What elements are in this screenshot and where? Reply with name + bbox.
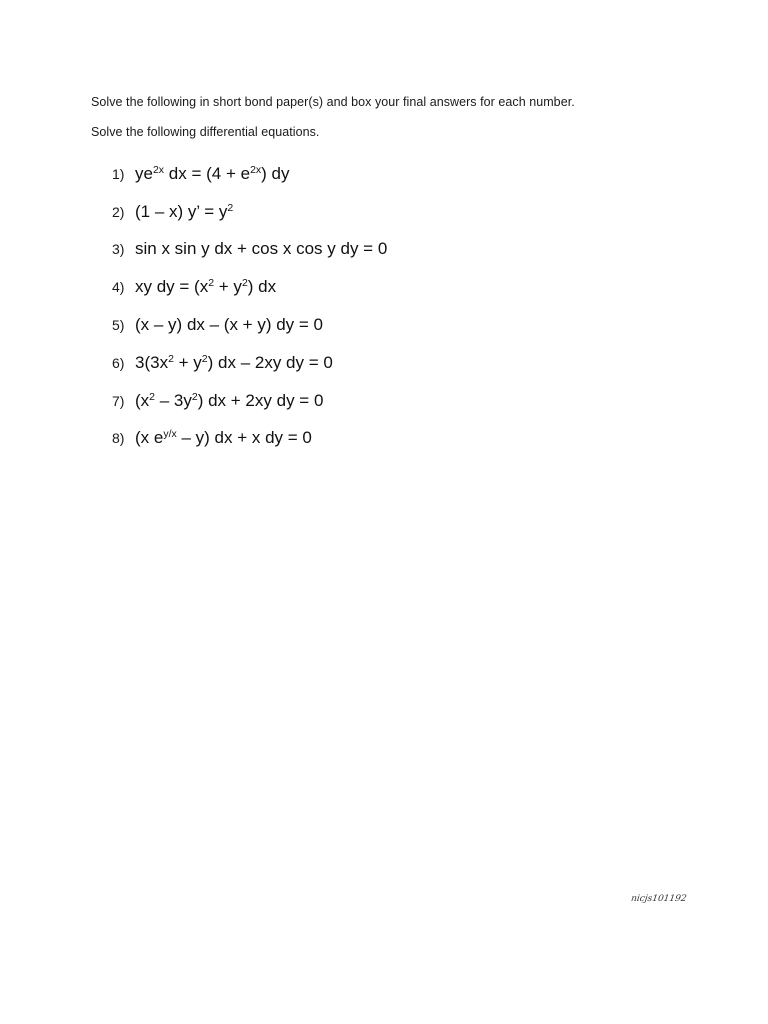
equation-text: (1 – x) y’ = y [135, 201, 228, 221]
problem-list [112, 155, 387, 457]
equation-text: ) dx – 2xy dy = 0 [207, 352, 333, 372]
problem-item [112, 420, 387, 458]
instruction-line-2: Solve the following differential equations. [91, 125, 320, 139]
problem-number: 3) [112, 241, 125, 258]
equation-superscript: 2 [149, 390, 156, 403]
equation-text: – y) dx + x dy = 0 [176, 428, 312, 448]
equation-text: xy dy = (x [135, 277, 209, 297]
equation-text: (x [135, 390, 150, 410]
equation-superscript: 2 [191, 390, 198, 403]
problem-equation [135, 164, 290, 184]
equation-text: – 3y [155, 390, 192, 410]
problem-number: 7) [112, 392, 125, 409]
equation-text: + y [214, 277, 242, 297]
problem-equation [135, 277, 276, 297]
problem-item [112, 306, 387, 344]
equation-superscript: 2 [241, 277, 248, 290]
equation-text: ye [135, 163, 153, 183]
equation-superscript: y/x [163, 428, 177, 441]
problem-equation [135, 428, 312, 448]
handwritten-signature: nicjs101192 [630, 894, 688, 904]
problem-equation [135, 315, 323, 335]
problem-equation [135, 391, 323, 411]
problem-item [112, 155, 387, 193]
equation-text: ) dy [261, 163, 290, 183]
equation-text: ) dx + 2xy dy = 0 [197, 390, 324, 410]
problem-item [112, 268, 387, 306]
equation-text: dx = (4 + e [164, 163, 251, 183]
problem-number: 2) [112, 203, 125, 220]
problem-number: 4) [112, 279, 125, 296]
problem-number: 1) [112, 165, 125, 182]
problem-number: 5) [112, 317, 125, 334]
problem-number: 6) [112, 354, 125, 371]
equation-text: (x e [135, 428, 164, 448]
equation-superscript: 2x [250, 163, 262, 176]
equation-text: ) dx [247, 277, 277, 297]
equation-text: (x – y) dx – (x + y) dy = 0 [135, 315, 324, 335]
problem-equation [135, 353, 333, 373]
equation-text: sin x sin y dx + cos x cos y dy = 0 [135, 239, 388, 259]
equation-text: + y [173, 352, 202, 372]
problem-item [112, 231, 387, 269]
equation-superscript: 2 [208, 277, 215, 290]
equation-superscript: 2x [152, 163, 165, 176]
equation-superscript: 2 [168, 352, 174, 365]
equation-text: 3(3x [135, 352, 169, 372]
problem-item [112, 193, 387, 231]
equation-superscript: 2 [201, 352, 208, 365]
problem-equation [135, 239, 387, 259]
equation-superscript: 2 [227, 201, 234, 214]
problem-item [112, 344, 387, 382]
problem-number: 8) [112, 430, 125, 447]
problem-equation [135, 202, 233, 222]
instruction-line-1: Solve the following in short bond paper(s) and box your final answers for each number. [91, 95, 575, 109]
problem-item [112, 382, 387, 420]
